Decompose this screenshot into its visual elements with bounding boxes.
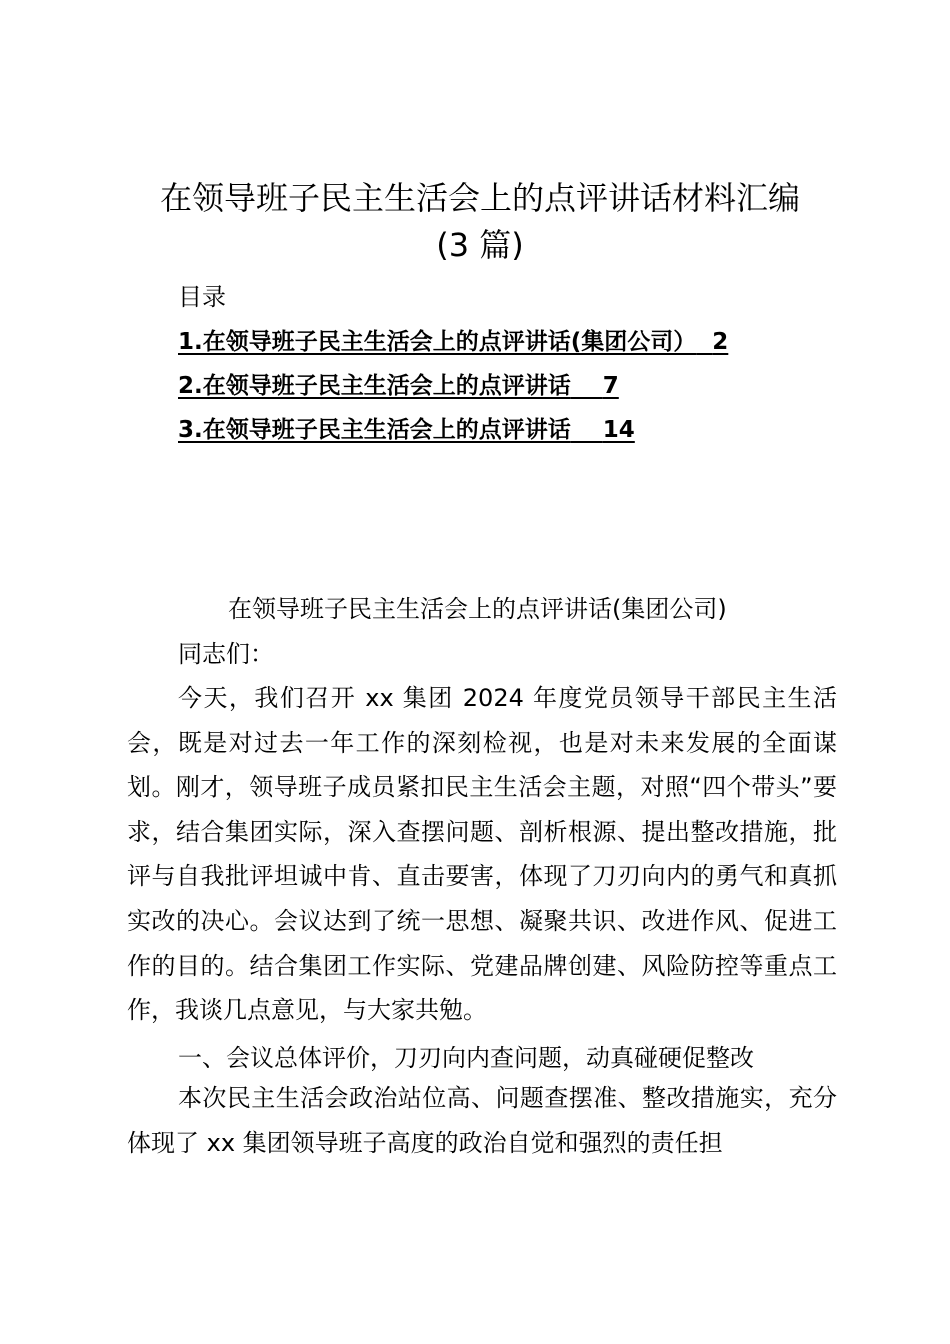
document-title-line-1: 在领导班子民主生活会上的点评讲话材料汇编 (159, 179, 800, 217)
toc-entry-2[interactable] (178, 370, 619, 402)
body-paragraph-2: 本次民主生活会政治站位高、问题查摆准、整改措施实，充分体现了 xx 集团领导班子高度的政治自觉和强烈的责任担 (127, 1084, 837, 1157)
document-title-line-2: (3 篇) (436, 226, 524, 264)
salutation: 同志们： (178, 640, 274, 668)
toc-entry-1-page: 2 (712, 329, 729, 355)
body-paragraph-1: 今天，我们召开 xx 集团 2024 年度党员领导干部民主生活会，既是对过去一年工作的深刻检视，也是对未来发展的全面谋划。刚才，领导班子成员紧扣民主生活会主题，对照“四个带头”要求，结合集团实际，深入查摆问题、剖析根源、提出整改措施，批评与自我批评坦诚中肯、直击要害，体现了刀刃向内的勇气和真抓实改的决心。会议达到了统一思想、凝聚共识、改进作风、促进工作的目的。结合集团工作实际、党建品牌创建、风险防控等重点工作，我谈几点意见，与大家共勉。 (127, 684, 837, 1025)
toc-entry-1-text: 1.在领导班子民主生活会上的点评讲话(集团公司） (178, 329, 697, 355)
toc-entry-3-page: 14 (602, 417, 635, 443)
toc-entry-3-text: 3.在领导班子民主生活会上的点评讲话 (178, 417, 571, 443)
toc-entry-2-text: 2.在领导班子民主生活会上的点评讲话 (178, 373, 571, 399)
section-heading-1: 一、会议总体评价，刀刃向内查问题，动真碰硬促整改 (178, 1044, 754, 1072)
toc-entry-3[interactable] (178, 414, 635, 446)
toc-entry-2-page: 7 (602, 373, 619, 399)
toc-entry-1[interactable] (178, 326, 728, 358)
section-title: 在领导班子民主生活会上的点评讲话(集团公司) (228, 595, 727, 623)
toc-heading: 目录 (178, 283, 226, 311)
